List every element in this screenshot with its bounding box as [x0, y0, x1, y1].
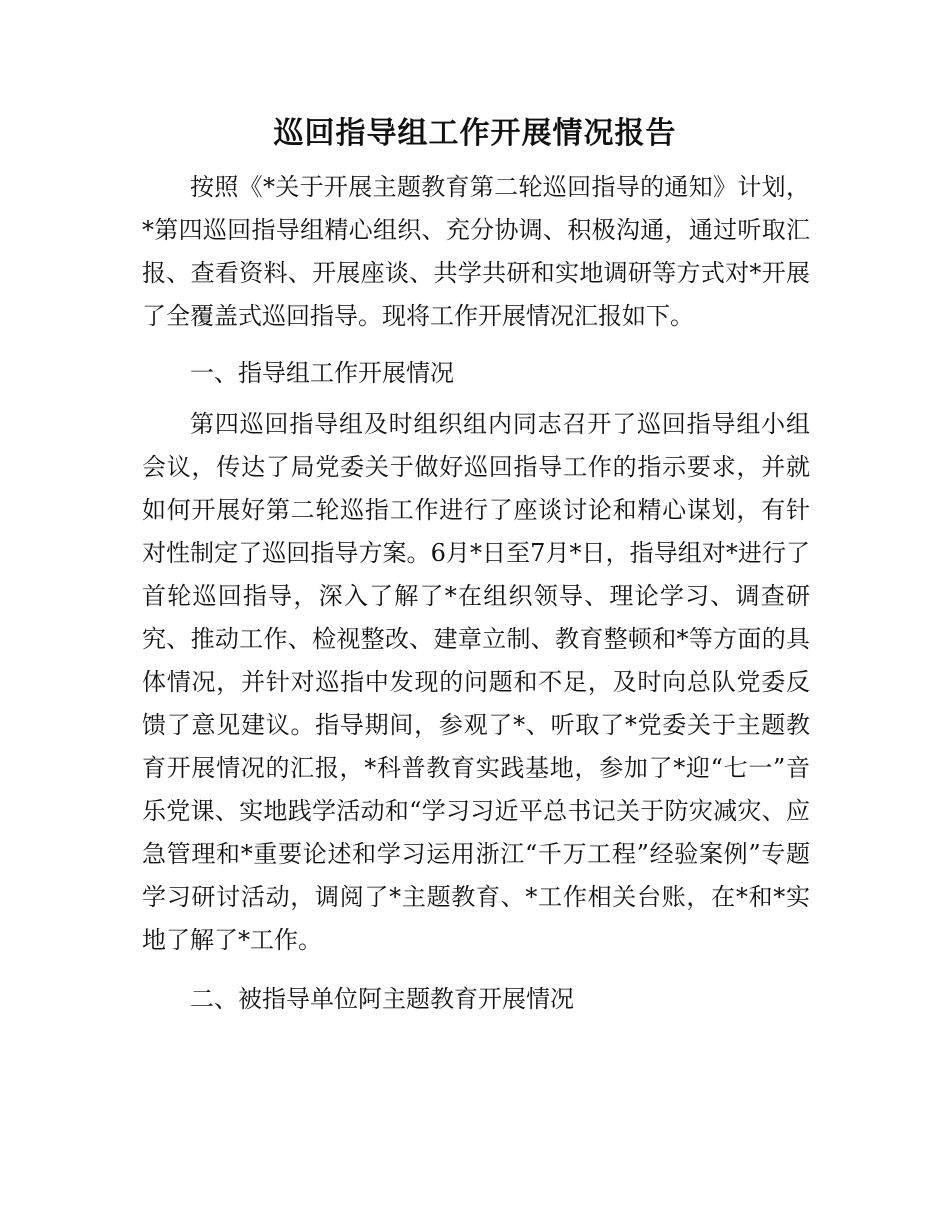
intro-paragraph: 按照《*关于开展主题教育第二轮巡回指导的通知》计划，*第四巡回指导组精心组织、充分协调、积极沟通，通过听取汇报、查看资料、开展座谈、共学共研和实地调研等方式对*开展了全覆盖式巡回指导。现将工作开展情况汇报如下。 [142, 173, 810, 330]
section-1-paragraph: 第四巡回指导组及时组织组内同志召开了巡回指导组小组会议，传达了局党委关于做好巡回指导工作的指示要求，并就如何开展好第二轮巡指工作进行了座谈讨论和精心谋划，有针对性制定了巡回指导方案。6月*日至7月*日，指导组对*进行了首轮巡回指导，深入了解了*在组织领导、理论学习、调查研究、推动工作、检视整改、建章立制、教育整顿和*等方面的具体情况，并针对巡指中发现的问题和不足，及时向总队党委反馈了意见建议。指导期间，参观了*、听取了*党委关于主题教育开展情况的汇报，*科普教育实践基地，参加了*迎“七一”音乐党课、实地践学活动和“学习习近平总书记关于防灾减灾、应急管理和*重要论述和学习运用浙江“千万工程”经验案例”专题学习研讨活动，调阅了*主题教育、*工作相关台账，在*和*实地了解了*工作。 [142, 410, 810, 954]
section-heading-2: 二、被指导单位阿主题教育开展情况 [190, 985, 574, 1013]
section-heading-1: 一、指导组工作开展情况 [190, 359, 454, 387]
document-title: 巡回指导组工作开展情况报告 [273, 116, 677, 151]
